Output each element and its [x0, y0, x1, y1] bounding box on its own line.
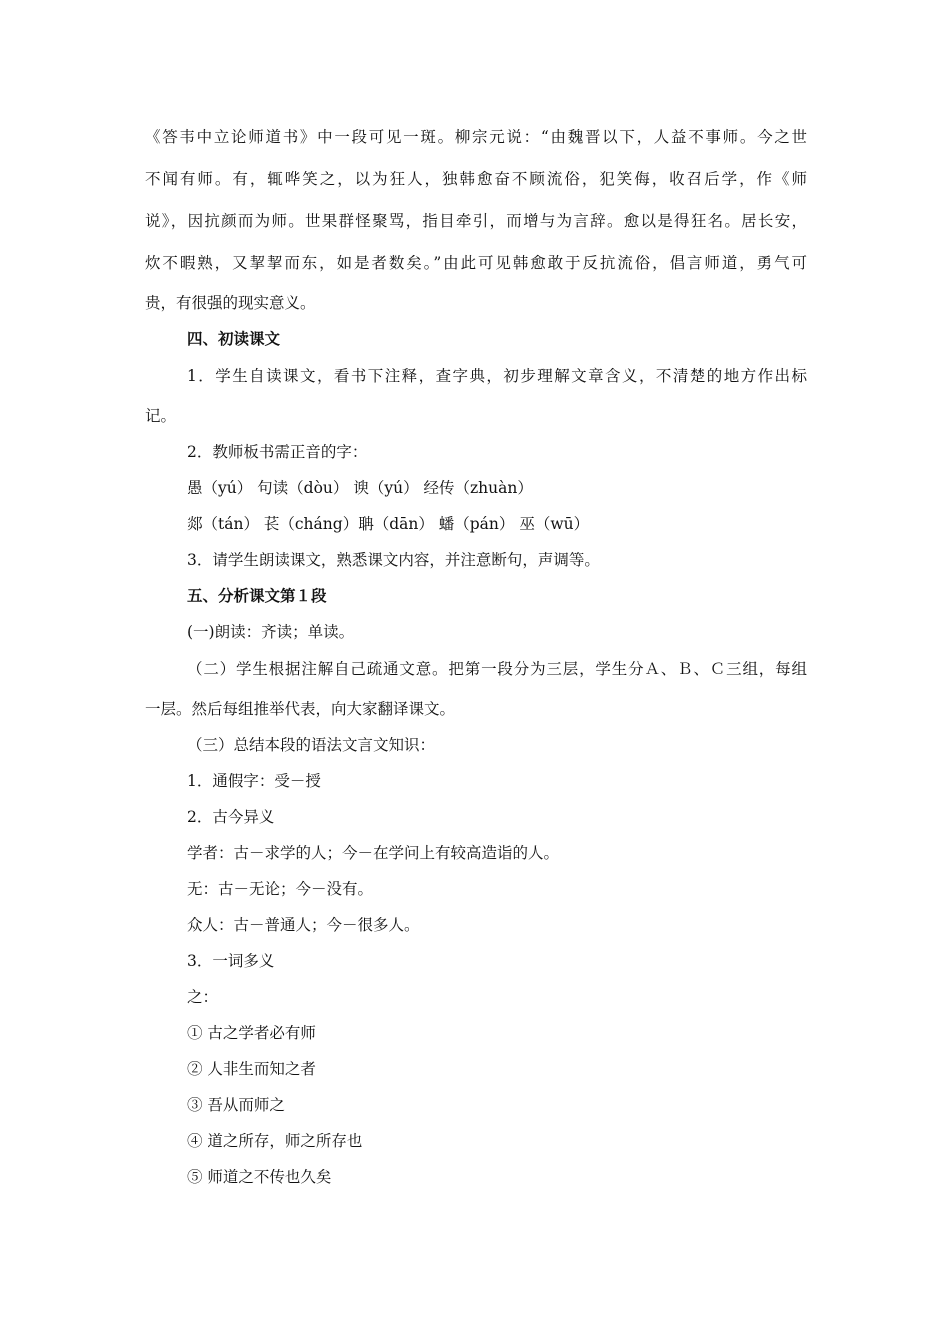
- pinyin-row-1: 愚（yú） 句读（dòu） 谀（yú） 经传（zhuàn）: [187, 479, 533, 497]
- guji-item-1: 学者：古－求学的人；今－在学问上有较高造诣的人。: [187, 844, 560, 862]
- zhi-example-4: ④ 道之所存，师之所存也: [187, 1132, 363, 1150]
- zhi-example-3: ③ 吾从而师之: [187, 1096, 285, 1114]
- section-4-item-3: 3．请学生朗读课文，熟悉课文内容，并注意断句，声调等。: [187, 551, 600, 569]
- intro-line-2: 不闻有师。有，辄哗笑之，以为狂人，独韩愈奋不顾流俗，犯笑侮，收召后学，作《师: [145, 170, 807, 188]
- pinyin-row-2: 郯（tán） 苌（cháng）聃（dān） 蟠（pán） 巫（wū）: [187, 515, 590, 533]
- section-5-part-2-line-2: 一层。然后每组推举代表，向大家翻译课文。: [145, 700, 456, 718]
- section-4-item-1-line-2: 记。: [145, 407, 177, 425]
- intro-line-1: 《答韦中立论师道书》中一段可见一斑。柳宗元说：“由魏晋以下，人益不事师。今之世: [145, 128, 807, 146]
- section-5-heading: 五、分析课文第１段: [187, 586, 327, 605]
- section-4-heading: 四、初读课文: [187, 329, 281, 348]
- zhi-example-2: ② 人非生而知之者: [187, 1060, 316, 1078]
- section-4-item-1-line-1: 1．学生自读课文，看书下注释，查字典，初步理解文章含义，不清楚的地方作出标: [187, 367, 807, 385]
- section-5-part-3: （三）总结本段的语法文言文知识：: [187, 736, 436, 754]
- section-5-part-1: (一)朗读：齐读；单读。: [187, 623, 355, 641]
- zhi-example-5: ⑤ 师道之不传也久矣: [187, 1168, 332, 1186]
- zhi-example-1: ① 古之学者必有师: [187, 1024, 316, 1042]
- intro-line-5: 贵，有很强的现实意义。: [145, 294, 316, 312]
- intro-line-4: 炊不暇熟，又挈挈而东，如是者数矣。”由此可见韩愈敢于反抗流俗，倡言师道，勇气可: [145, 254, 807, 272]
- tongjia-item: 1．通假字：受－授: [187, 772, 321, 790]
- guji-item-2: 无：古－无论；今－没有。: [187, 880, 374, 898]
- section-4-item-2: 2．教师板书需正音的字：: [187, 443, 368, 461]
- guji-item-3: 众人：古－普通人；今－很多人。: [187, 916, 420, 934]
- guji-title: 2．古今异义: [187, 808, 275, 826]
- zhi-label: 之：: [187, 988, 219, 1006]
- intro-line-3: 说》，因抗颜而为师。世果群怪聚骂，指目牵引，而增与为言辞。愈以是得狂名。居长安，: [145, 212, 807, 230]
- section-5-part-2-line-1: （二）学生根据注解自己疏通文意。把第一段分为三层，学生分Ａ、Ｂ、Ｃ三组，每组: [187, 660, 807, 678]
- duoyi-title: 3．一词多义: [187, 952, 275, 970]
